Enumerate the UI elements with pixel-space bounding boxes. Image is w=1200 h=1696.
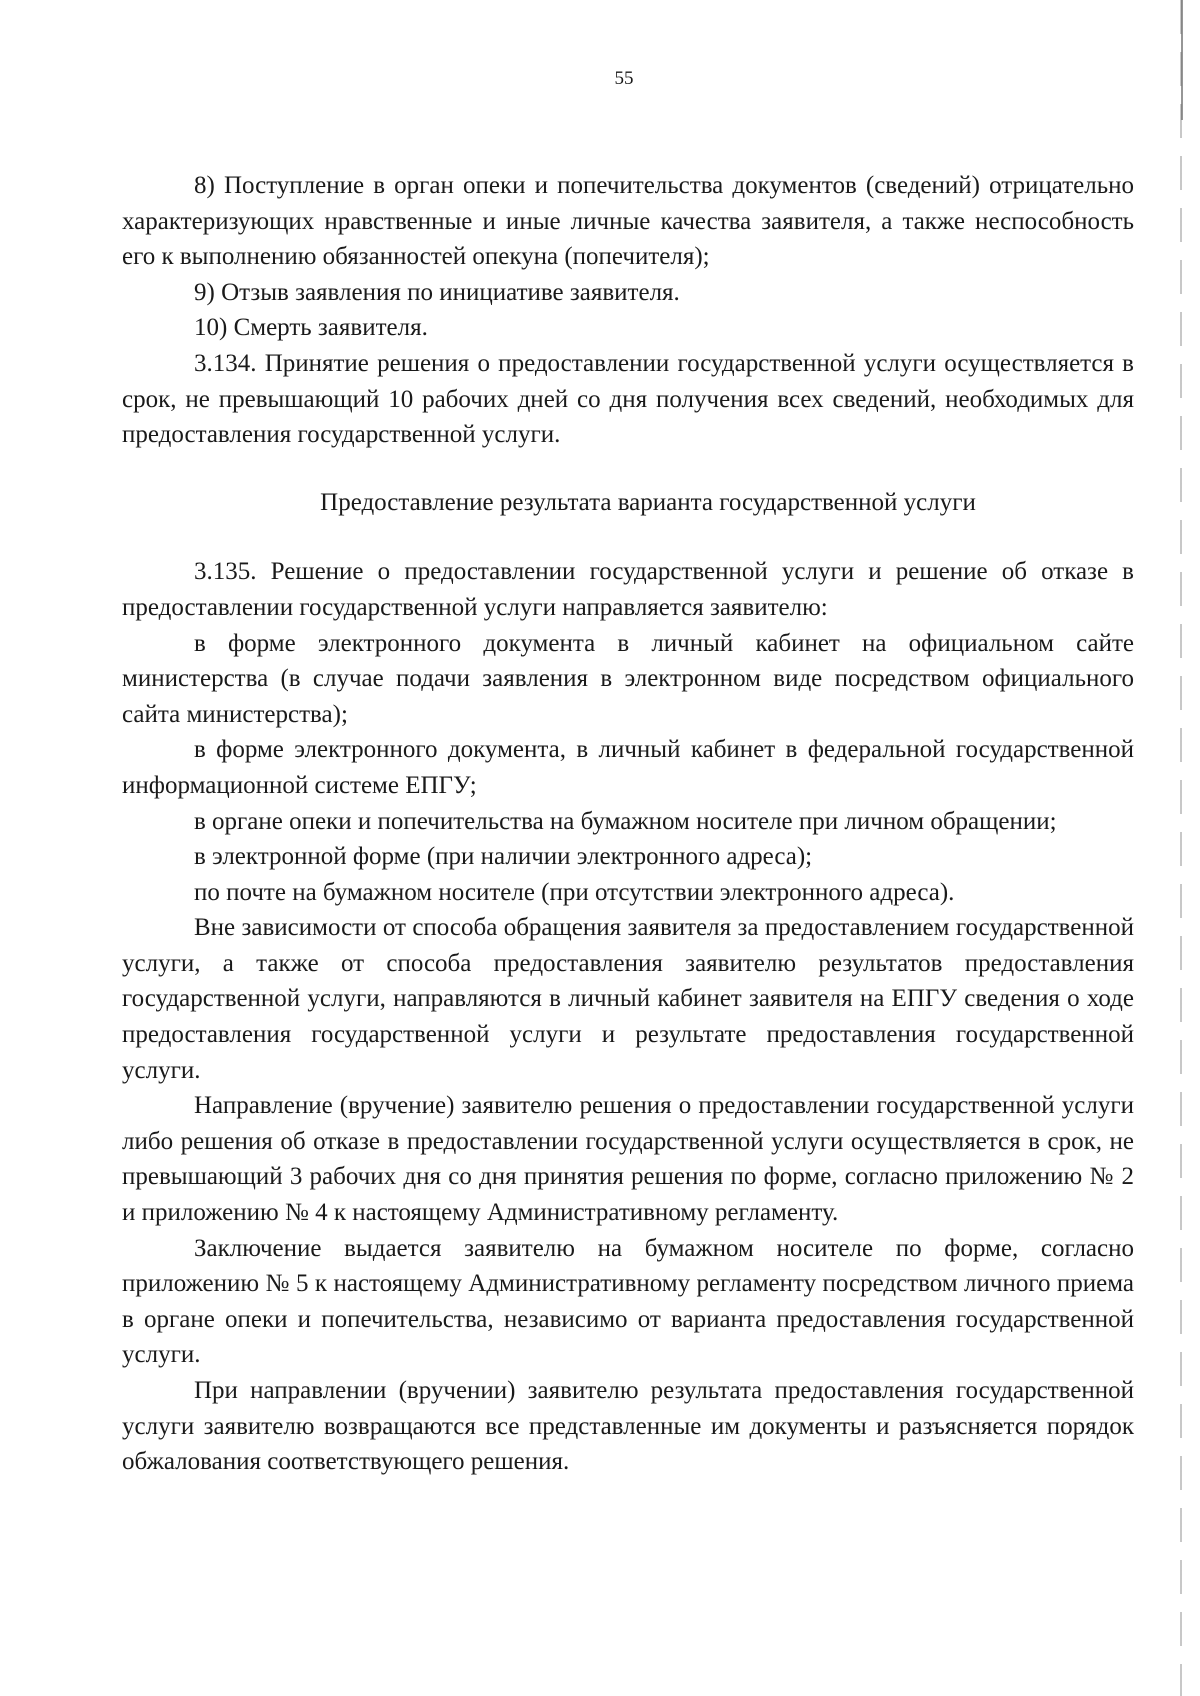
paragraph-3-135: 3.135. Решение о предоставлении государственной услуги и решение об отказе в предоставлении государственной услуги направляется заявителю: (122, 558, 1134, 621)
section-heading: Предоставление результата варианта государственной услуги (320, 488, 976, 516)
paragraph-delivery-ministry-site: в форме электронного документа в личный кабинет на официальном сайте министерства (в случае подачи заявления в электронном виде посредством официального сайта министерства); (122, 629, 1134, 728)
paragraph-item-8: 8) Поступление в орган опеки и попечительства документов (сведений) отрицательно характеризующих нравственные и иные личные качества заявителя, а также неспособность его к выполнению обязанностей опекуна (попечителя); (122, 172, 1134, 271)
paragraph-delivery-epgu: в форме электронного документа, в личный кабинет в федеральной государственной информационной системе ЕПГУ; (122, 736, 1134, 799)
paragraph-documents-return: При направлении (вручении) заявителю результата предоставления государственной услуги заявителю возвращаются все представленные им документы и разъясняется порядок обжалования соответствующего решения. (122, 1377, 1134, 1476)
paragraph-conclusion: Заключение выдается заявителю на бумажном носителе по форме, согласно приложению № 5 к настоящему Административному регламенту посредством личного приема в органе опеки и попечительства, независимо от варианта предоставления государственной услуги. (122, 1234, 1134, 1369)
paragraph-3-134: 3.134. Принятие решения о предоставлении государственной услуги осуществляется в срок, не превышающий 10 рабочих дней со дня получения всех сведений, необходимых для предоставления государственной услуги. (122, 349, 1134, 449)
scan-edge-line (1180, 0, 1182, 1696)
paragraph-item-10: 10) Смерть заявителя. (194, 314, 428, 342)
page-number: 55 (614, 68, 634, 89)
paragraph-delivery-email: в электронной форме (при наличии электронного адреса); (194, 843, 813, 871)
paragraph-delivery-paper: в органе опеки и попечительства на бумажном носителе при личном обращении; (194, 807, 1057, 835)
paragraph-item-9: 9) Отзыв заявления по инициативе заявителя. (194, 278, 680, 306)
scan-edge-line-top (1181, 0, 1183, 120)
paragraph-epgu-status: Вне зависимости от способа обращения заявителя за предоставлением государственной услуги, а также от способа предоставления заявителю результатов предоставления государственной услуги, направляются в личный кабинет заявителя на ЕПГУ сведения о ходе предоставления государственной услуги и результате предоставления государственной услуги. (122, 914, 1134, 1084)
document-body (122, 168, 1134, 1480)
paragraph-delivery-post: по почте на бумажном носителе (при отсутствии электронного адреса). (194, 878, 955, 906)
paragraph-delivery-deadline: Направление (вручение) заявителю решения о предоставлении государственной услуги либо решения об отказе в предоставлении государственной услуги осуществляется в срок, не превышающий 3 рабочих дня со дня принятия решения по форме, согласно приложению № 2 и приложению № 4 к настоящему Административному регламенту. (122, 1092, 1134, 1227)
